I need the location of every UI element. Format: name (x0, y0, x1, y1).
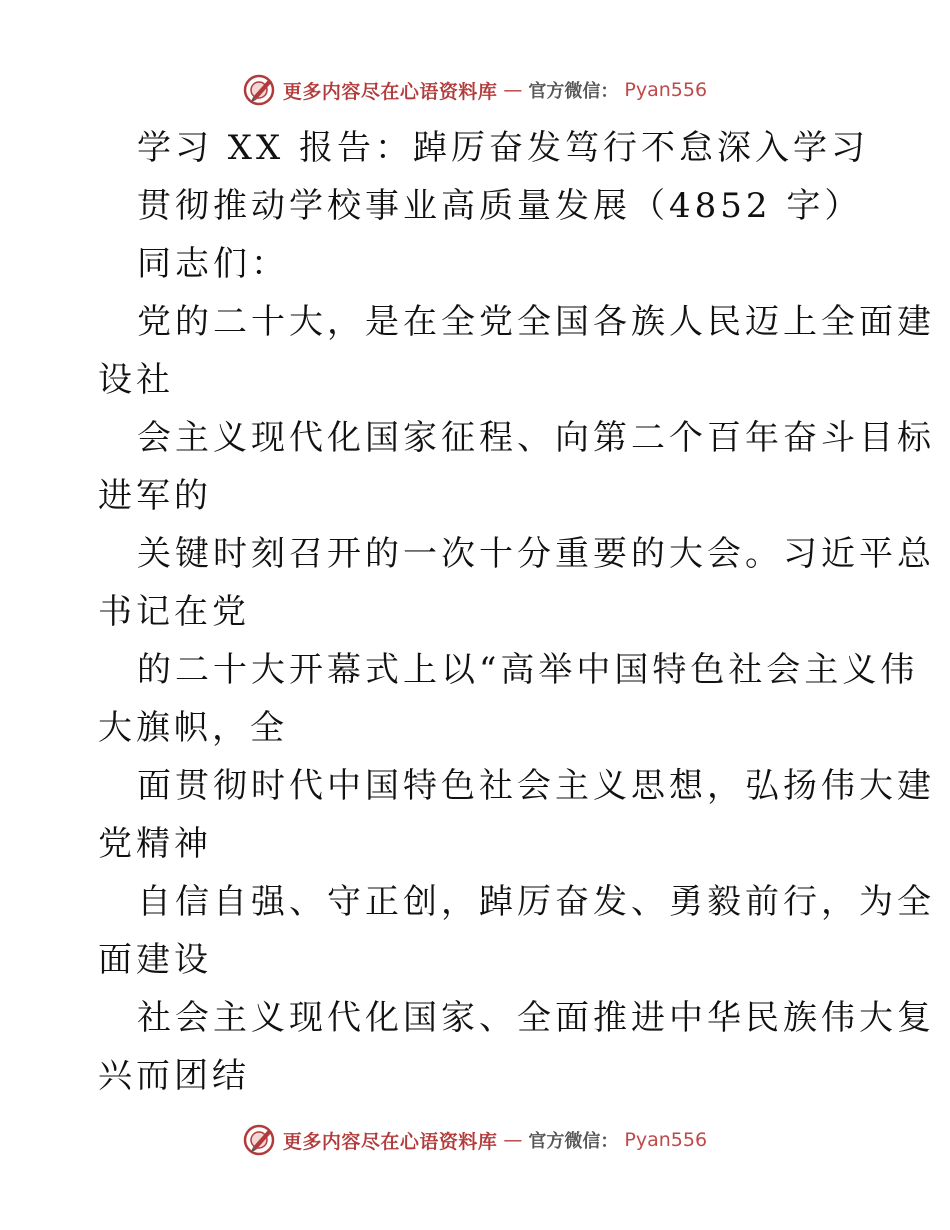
body-line: 进军的 (98, 476, 212, 516)
banner-dash: — (503, 1129, 523, 1151)
banner-wechat-label: 官方微信： (528, 1131, 619, 1152)
header-banner (0, 70, 950, 110)
salutation: 同志们： (137, 244, 289, 284)
body-line: 党的二十大，是在全党全国各族人民迈上全面建 (137, 302, 935, 342)
body-line: 书记在党 (98, 592, 250, 632)
body-line: 关键时刻召开的一次十分重要的大会。习近平总 (137, 534, 935, 574)
banner-wechat-label: 官方微信： (528, 81, 619, 102)
document-title-line-2: 贯彻推动学校事业高质量发展（4852 字） (137, 186, 863, 226)
body-line: 社会主义现代化国家、全面推进中华民族伟大复 (137, 998, 935, 1038)
body-line: 大旗帜，全 (98, 708, 288, 748)
banner-wechat-id: Pyan556 (624, 1129, 708, 1151)
banner-site-name: 更多内容尽在心语资料库 (282, 1130, 498, 1153)
pen-logo-icon (243, 73, 277, 107)
body-line: 兴而团结 (98, 1056, 250, 1096)
body-line: 设社 (98, 360, 174, 400)
body-line: 面贯彻时代中国特色社会主义思想，弘扬伟大建 (137, 766, 935, 806)
banner-site-name: 更多内容尽在心语资料库 (282, 80, 498, 103)
footer-banner (0, 1120, 950, 1160)
body-line: 会主义现代化国家征程、向第二个百年奋斗目标 (137, 418, 935, 458)
banner-wechat-id: Pyan556 (624, 79, 708, 101)
body-line: 党精神 (98, 824, 212, 864)
body-line: 面建设 (98, 940, 212, 980)
document-title-line-1: 学习 XX 报告：踔厉奋发笃行不怠深入学习 (137, 128, 870, 168)
banner-dash: — (503, 79, 523, 101)
body-line: 的二十大开幕式上以“高举中国特色社会主义伟 (137, 650, 919, 690)
pen-logo-icon (243, 1123, 277, 1157)
body-line: 自信自强、守正创，踔厉奋发、勇毅前行，为全 (137, 882, 935, 922)
